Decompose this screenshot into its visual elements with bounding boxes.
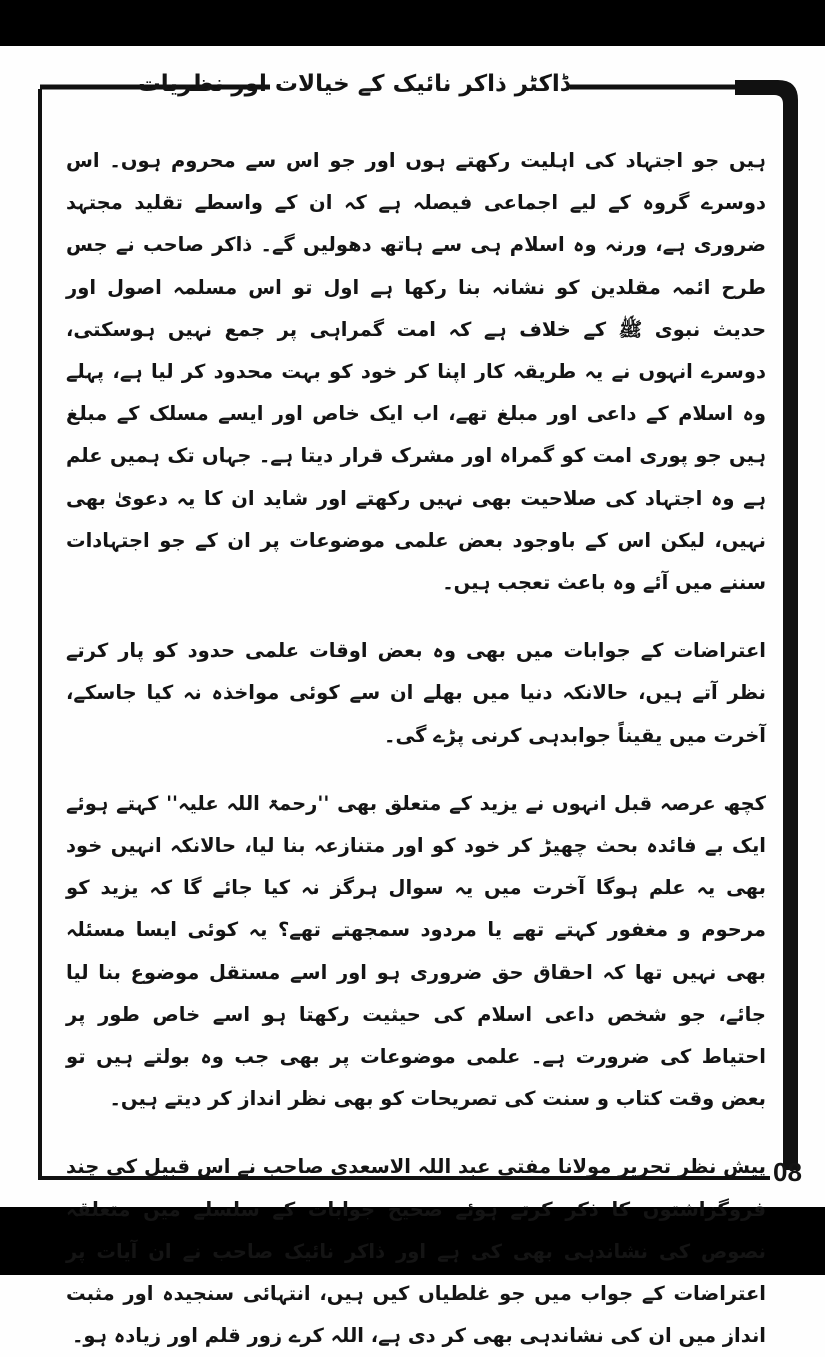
main-text [66, 140, 766, 1348]
paragraph-4: پیش نظر تحریر مولانا مفتی عبد اللہ الاسعدی صاحب نے اس قبیل کی چند فروگزاشتوں کا ذکر کرتے ہوئے صحیح جوابات کے سلسلے میں متعلقہ نصوص کی نشاندہی بھی کی ہے اور ذاکر نائیک صاحب نے ان آیات پر اعتراضات کے جواب میں جو غلطیاں کیں ہیں، انتہائی سنجیدہ اور مثبت انداز میں ان کی نشاندہی بھی کر دی ہے، اللہ کرے زور قلم اور زیادہ ہو۔ [66, 1155, 766, 1348]
paragraph-1: ہیں جو اجتہاد کی اہلیت رکھتے ہوں اور جو اس سے محروم ہوں۔ اس دوسرے گروہ کے لیے اجماعی فیصلہ ہے کہ ان کے واسطے تقلید مجتہد ضروری ہے، ورنہ وہ اسلام ہی سے ہاتھ دھولیں گے۔ ذاکر صاحب نے جس طرح ائمہ مقلدین کو نشانہ بنا رکھا ہے اول تو اس مسلمہ اصول اور حدیث نبوی ﷺ کے خلاف ہے کہ امت گمراہی پر جمع نہیں ہوسکتی، دوسرے انہوں نے یہ طریقہ کار اپنا کر خود کو بہت محدود کر لیا ہے، پہلے وہ اسلام کے داعی اور مبلغ تھے، اب ایک خاص اور ایسے مسلک کے مبلغ ہیں جو پوری امت کو گمراہ اور مشرک قرار دیتا ہے۔ جہاں تک ہمیں علم ہے وہ اجتہاد کی صلاحیت بھی نہیں رکھتے اور شاید ان کا یہ دعویٰ بھی نہیں، لیکن اس کے باوجود بعض علمی موضوعات پر ان کے جو اجتہادات سننے میں آئے وہ باعث تعجب ہیں۔ [66, 149, 766, 595]
page-number: 08 [773, 1157, 802, 1187]
paragraph-2: اعتراضات کے جوابات میں بھی وہ بعض اوقات علمی حدود کو پار کرتے نظر آتے ہیں، حالانکہ دنیا میں بھلے ان سے کوئی مواخذہ نہ کیا جاسکے، آخرت میں یقیناً جوابدہی کرنی پڑے گی۔ [66, 639, 766, 747]
running-header-title: ڈاکٹر ذاکر نائیک کے خیالات اور نظریات [270, 64, 570, 104]
paragraph-3: کچھ عرصہ قبل انہوں نے یزید کے متعلق بھی ''رحمۃ اللہ علیہ'' کہتے ہوئے ایک بے فائدہ بحث چھیڑ کر خود کو اور متنازعہ بنا لیا، حالانکہ انہیں خود بھی یہ علم ہوگا آخرت میں یہ سوال ہرگز نہ کیا جائے گا کہ یزید کو مرحوم و مغفور کہتے تھے یا مردود سمجھتے تھے؟ یہ کوئی ایسا مسئلہ بھی نہیں تھا کہ احقاق حق ضروری ہو اور اسے مستقل موضوع بنا لیا جائے، جو شخص داعی اسلام کی حیثیت رکھتا ہو اسے خاص طور پر احتیاط کی ضرورت ہے۔ علمی موضوعات پر بھی جب وہ بولتے ہیں تو بعض وقت کتاب و سنت کی تصریحات کو بھی نظر انداز کر دیتے ہیں۔ [66, 791, 766, 1111]
